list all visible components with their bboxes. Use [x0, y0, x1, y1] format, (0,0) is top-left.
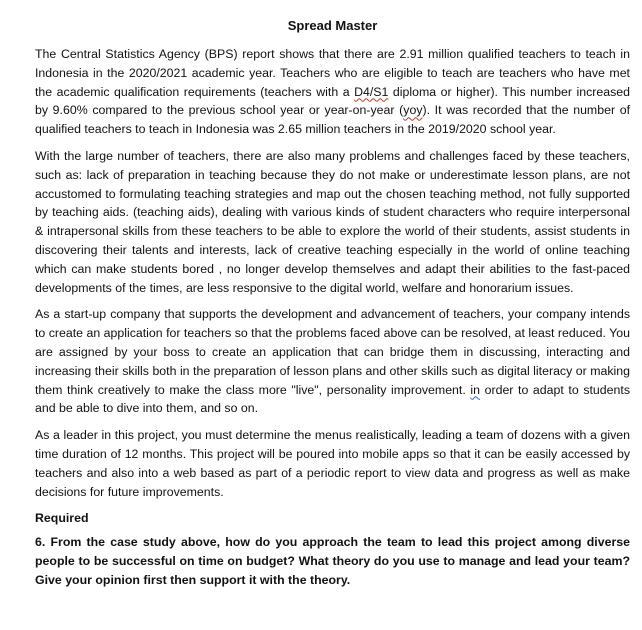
p1-text-c: ). It was recorded that the number of qualified teachers to teach in Indonesia was 2.65 million teachers in the 2019/2020 school year.	[35, 103, 630, 137]
grammar-check-word-in: in	[470, 382, 480, 397]
p3-text-a: As a start-up company that supports the development and advancement of teachers, your company intends to create an application for teachers so that the problems faced above can be resolved, at least reduced. You are assigned by your boss to create an application that can bridge them in discussing, interacting and increasing their skills both in the preparation of lesson plans and other skills such as digital literacy or making them think creatively to make the class more "live", personality improvement.	[35, 307, 630, 397]
required-heading: Required	[35, 511, 89, 526]
p1-text-b: diploma or higher). This number increased by 9.60% compared to the previous school year or year-on-year (	[35, 84, 630, 118]
p1-text-a: The Central Statistics Agency (BPS) report shows that there are 2.91 million qualified teachers to teach in Indonesia in the 2020/2021 academic year. Teachers who are eligible to teach are teachers who have met the academic qualification requirements (teachers with a	[35, 47, 630, 99]
paragraph-teacher-problems: With the large number of teachers, there are also many problems and challenges faced by these teachers, such as: lack of preparation in teaching because they do not make or underestimate lesson plans, are not accustomed to formulating teaching strategies and map out the chosen teaching method, not fully supported by teaching aids. (teaching aids), dealing with various kinds of student characters who require interpersonal & intrapersonal skills from these teachers to be able to explore the world of their students, assist students in discovering their talents and interests, lack of creative teaching especially in the world of online teaching which can make students bored , no longer develop themselves and adapt their abilities to the fast-paced developments of the times, are less responsive to the digital world, welfare and honorarium issues.	[35, 148, 630, 295]
paragraph-project-leader: As a leader in this project, you must determine the menus realistically, leading a team of dozens with a given time duration of 12 months. This project will be poured into mobile apps so that it can be easily accessed by teachers and also into a web based as part of a periodic report to view data and progress as well as make decisions for future improvements.	[35, 428, 630, 499]
spellcheck-word-d4s1: D4/S1	[354, 84, 389, 99]
spellcheck-word-yoy: yoy	[403, 103, 423, 118]
question-6: 6. From the case study above, how do you approach the team to lead this project among diverse people to be successful on time on budget? What theory do you use to manage and lead your team? Give your opinion first then support it with the theory.	[35, 535, 630, 588]
document-title: Spread Master	[287, 18, 378, 33]
paragraph-bps-report	[35, 45, 630, 139]
paragraph-startup-application	[35, 305, 630, 418]
p3-text-b: order to adapt to students and be able to dive into them, and so on.	[35, 382, 630, 416]
